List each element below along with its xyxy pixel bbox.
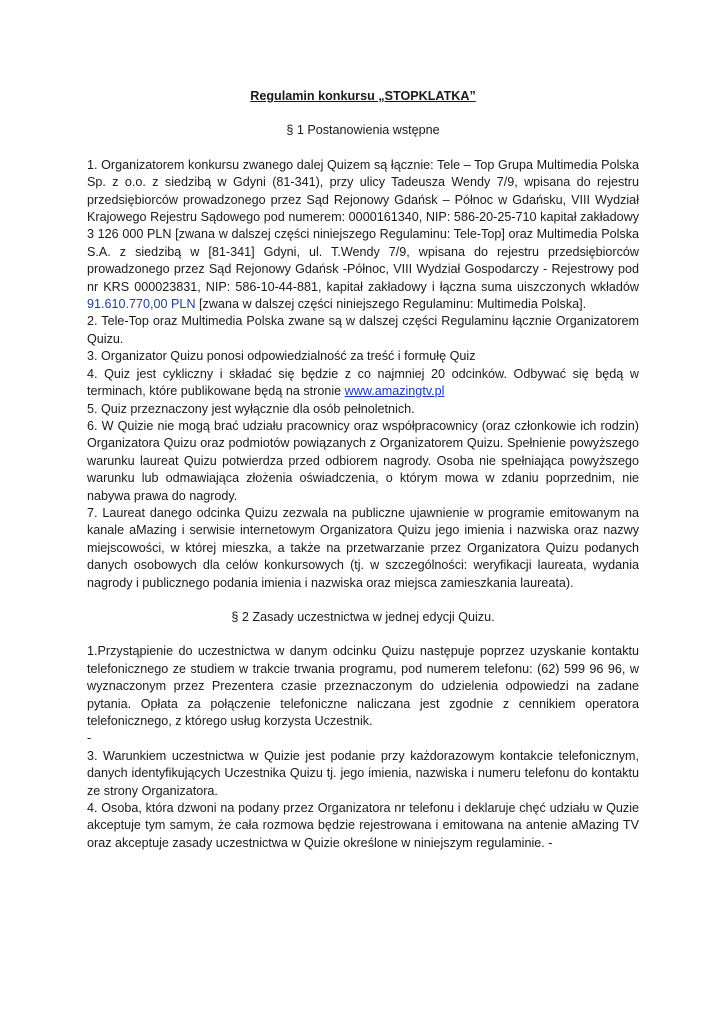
paragraph-2-dash: -: [87, 731, 92, 746]
section-1-heading: § 1 Postanowienia wstępne: [286, 123, 440, 138]
paragraph-1-1: [87, 157, 639, 314]
paragraph-1-2: 2. Tele-Top oraz Multimedia Polska zwane są w dalszej części Regulaminu łącznie Organizatorem Quizu.: [87, 314, 639, 346]
document-title: Regulamin konkursu „STOPKLATKA”: [250, 89, 476, 103]
paragraph-1-7: 7. Laureat danego odcinka Quizu zezwala na publiczne ujawnienie w programie emitowanym na kanale aMazing i serwisie internetowym Organizatora Quizu jego imienia i nazwiska oraz nazwy miejscowości, w której mieszka, a także na przetwarzanie przez Organizatora Quizu podanych danych osobowych dla celów konkursowych (tj. w szczególności: weryfikacji laureata, wydania nagrody i publicznego podania imienia i nazwiska oraz miejsca zamieszkania laureata).: [87, 505, 639, 590]
contribution-amount: 91.610.770,00 PLN: [87, 297, 196, 312]
paragraph-1-5: 5. Quiz przeznaczony jest wyłącznie dla osób pełnoletnich.: [87, 401, 415, 416]
paragraph-2-4: 4. Osoba, która dzwoni na podany przez Organizatora nr telefonu i deklaruje chęć udziału w Quzie akceptuje tym samym, że cała rozmowa będzie rejestrowana i emitowana na antenie aMazing TV oraz akceptuje zasady uczestnictwa w Quizie określone w niniejszym regulaminie. -: [87, 801, 639, 850]
paragraph-1-4-text: 4. Quiz jest cykliczny i składać się będzie z co najmniej 20 odcinków. Odbywać się będą w terminach, które publikowane będą na stronie: [87, 366, 639, 399]
paragraph-2-3: 3. Warunkiem uczestnictwa w Quizie jest podanie przy każdorazowym kontakcie telefonicznym, danych identyfikujących Uczestnika Quizu tj. jego imienia, nazwiska i numeru telefonu do kontaktu ze strony Organizatora.: [87, 748, 639, 798]
section-2-heading: § 2 Zasady uczestnictwa w jednej edycji Quizu.: [231, 609, 495, 624]
paragraph-1-1-tail: [zwana w dalszej części niniejszego Regulaminu: Multimedia Polska].: [195, 297, 587, 312]
paragraph-1-3: 3. Organizator Quizu ponosi odpowiedzialność za treść i formułę Quiz: [87, 349, 476, 364]
paragraph-1-6: 6. W Quizie nie mogą brać udziału pracownicy oraz współpracownicy (oraz członkowie ich rodzin) Organizatora Quizu oraz podmiotów powiązanych z Organizatorem Quizu. Spełnienie powyższego warunku laureat Quizu potwierdza przed odbiorem nagrody. Osoba nie spełniająca powyższego warunku lub odmawiająca złożenia oświadczenia, o którym mowa w zdaniu poprzednim, nie nabywa prawa do nagrody.: [87, 418, 639, 503]
paragraph-2-1: 1.Przystąpienie do uczestnictwa w danym odcinku Quizu następuje poprzez uzyskanie kontaktu telefonicznego ze studiem w trakcie trwania programu, pod numerem telefonu: (62) 599 96 96, w wyznaczonym przez Prezentera czasie przeznaczonym do udzielenia odpowiedzi na zadane pytania. Opłata za połączenie telefoniczne naliczana jest zgodnie z cennikiem operatora telefonicznego, z którego usług korzysta Uczestnik.: [87, 644, 639, 728]
paragraph-1-4: [87, 366, 639, 401]
amazingtv-link[interactable]: www.amazingtv.pl: [344, 384, 445, 399]
paragraph-1-1-text: 1. Organizatorem konkursu zwanego dalej Quizem są łącznie: Tele – Top Grupa Multimedia Polska Sp. z o.o. z siedzibą w Gdyni (81-341), przy ulicy Tadeusza Wendy 7/9, wpisana do rejestru przedsiębiorców prowadzonego przez Sąd Rejonowy Gdańsk – Północ w Gdańsku, VIII Wydział Krajowego Rejestru Sądowego pod numerem: 0000161340, NIP: 586-20-25-710 kapitał zakładowy 3 126 000 PLN [zwana w dalszej części niniejszego Regulaminu: Tele-Top] oraz Multimedia Polska S.A. z siedzibą w [81-341] Gdyni, ul. T.Wendy 7/9, wpisana do rejestru przedsiębiorców prowadzonego przez Sąd Rejonowy Gdańsk -Północ, VIII Wydział Gospodarczy - Rejestrowy pod nr KRS 000023831, NIP: 586-10-44-881, kapitał zakładowy i łączna suma uiszczonych wkładów: [87, 157, 639, 294]
document-page: [87, 88, 639, 852]
